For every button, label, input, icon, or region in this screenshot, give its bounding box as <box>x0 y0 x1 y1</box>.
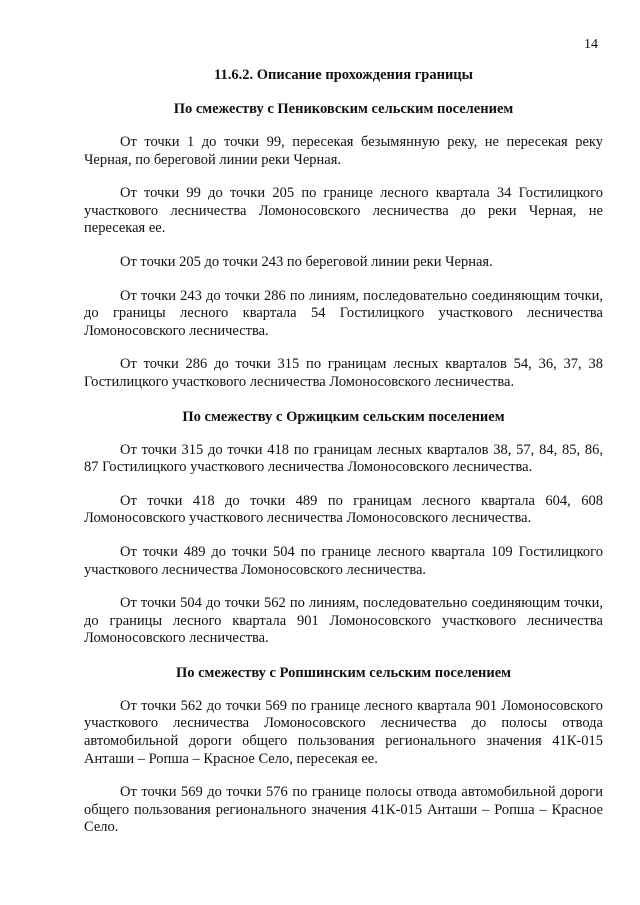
paragraph: От точки 315 до точки 418 по границам лесных кварталов 38, 57, 84, 85, 86, 87 Гостилицкого участкового лесничества Ломоносовского лесничества. <box>84 441 603 476</box>
paragraph: От точки 243 до точки 286 по линиям, последовательно соединяющим точки, до границы лесного квартала 54 Гостилицкого участкового лесничества Ломоносовского лесничества. <box>84 287 603 339</box>
paragraph: От точки 562 до точки 569 по границе лесного квартала 901 Ломоносовского участкового лесничества Ломоносовского лесничества до полосы отвода автомобильной дороги общего пользования регионального значения 41К-015 Анташи – Ропша – Красное Село, пересекая ее. <box>84 697 603 767</box>
document-body <box>84 66 603 853</box>
paragraph: От точки 205 до точки 243 по береговой линии реки Черная. <box>120 253 493 270</box>
paragraph: От точки 418 до точки 489 по границам лесного квартала 604, 608 Ломоносовского участкового лесничества Ломоносовского лесничества. <box>84 492 603 527</box>
page-number: 14 <box>584 37 598 52</box>
section-title: 11.6.2. Описание прохождения границы <box>214 67 473 83</box>
paragraph: От точки 569 до точки 576 по границе полосы отвода автомобильной дороги общего пользования регионального значения 41К-015 Анташи – Ропша – Красное Село. <box>84 784 603 836</box>
subheading-penikovskoe: По смежеству с Пениковским сельским поселением <box>173 101 514 117</box>
paragraph: От точки 504 до точки 562 по линиям, последовательно соединяющим точки, до границы лесного квартала 901 Ломоносовского участкового лесничества Ломоносовского лесничества. <box>84 595 603 647</box>
subheading-orzhitskoe: По смежеству с Оржицким сельским поселением <box>182 408 505 425</box>
paragraph: От точки 99 до точки 205 по границе лесного квартала 34 Гостилицкого участкового лесничества Ломоносовского лесничества до реки Черная, не пересекая ее. <box>84 185 603 237</box>
paragraph: От точки 1 до точки 99, пересекая безымянную реку, не пересекая реку Черная, по береговой линии реки Черная. <box>84 134 603 168</box>
subheading-ropshinskoe: По смежеству с Ропшинским сельским поселением <box>175 664 512 681</box>
paragraph: От точки 489 до точки 504 по границе лесного квартала 109 Гостилицкого участкового лесничества Ломоносовского лесничества. <box>84 543 603 578</box>
paragraph: От точки 286 до точки 315 по границам лесных кварталов 54, 36, 37, 38 Гостилицкого участкового лесничества Ломоносовского лесничества. <box>84 356 603 390</box>
